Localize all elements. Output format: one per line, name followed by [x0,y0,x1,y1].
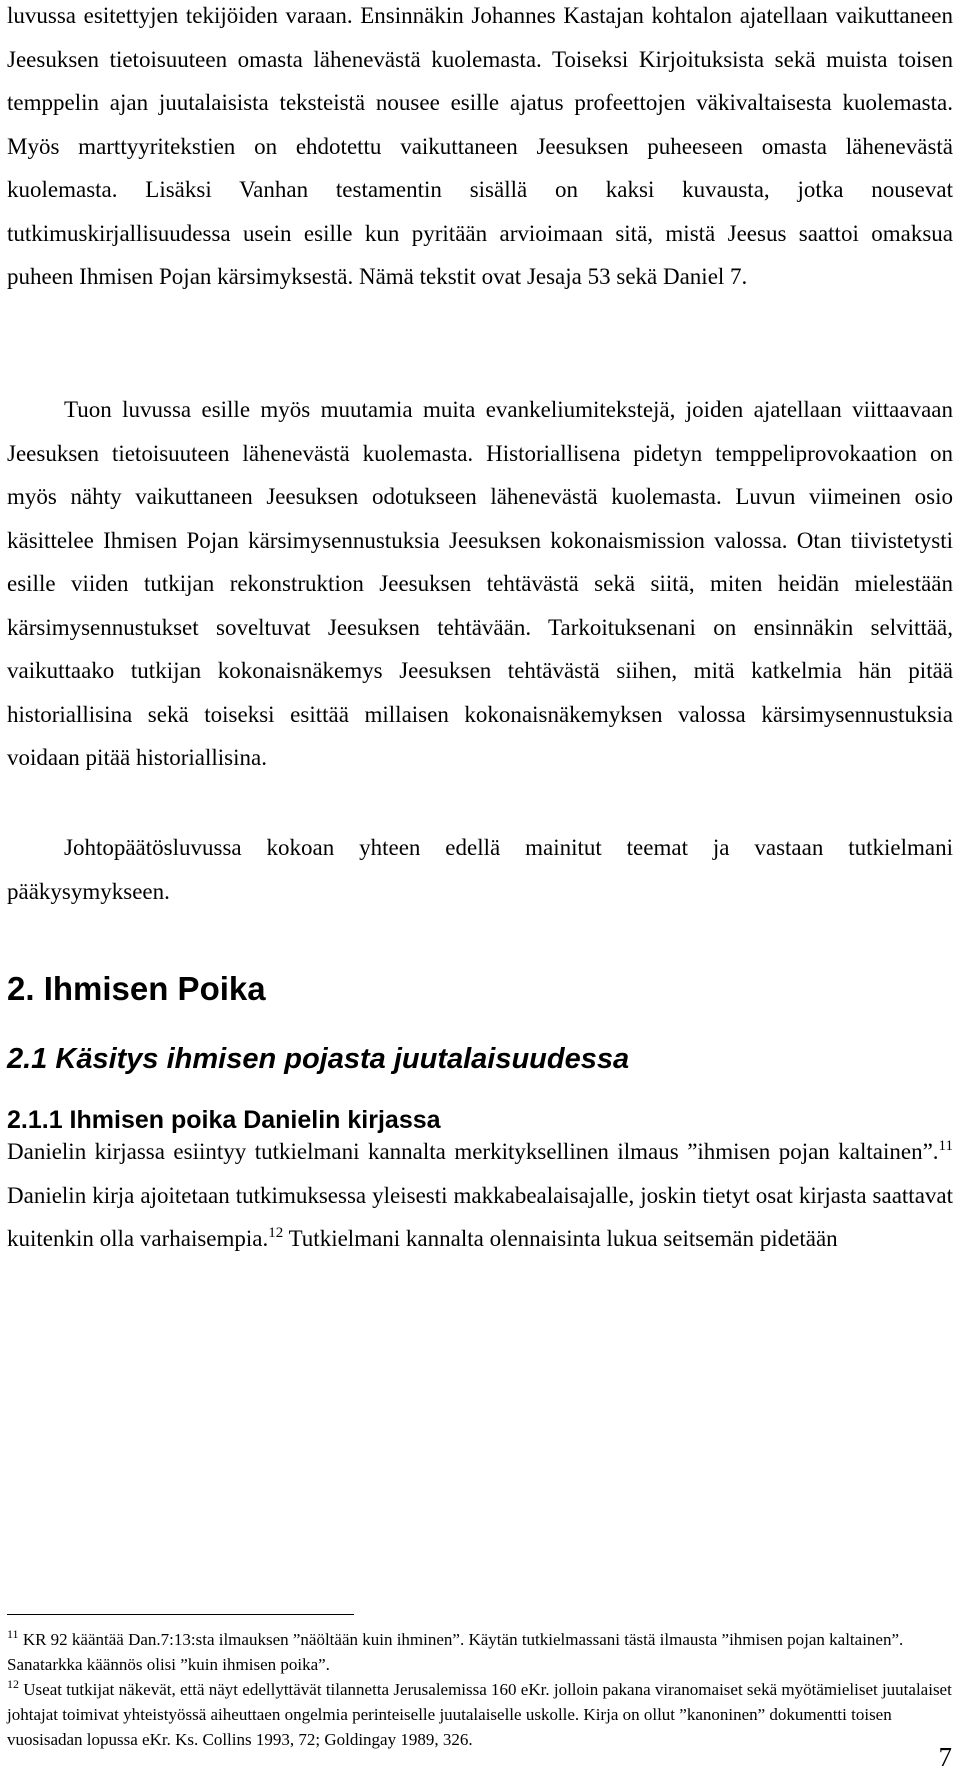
page-number: 7 [938,1742,952,1772]
body-paragraph-2: Tuon luvussa esille myös muutamia muita evankeliumitekstejä, joiden ajatellaan viittaavaan Jeesuksen tietoisuuteen lähenevästä kuolemasta. Historiallisena pidetyn temppeliprovokaation on myös nähty vaikuttaneen Jeesuksen odotukseen lähenevästä kuolemasta. Luvun viimeinen osio käsittelee Ihmisen Pojan kärsimysennustuksia Jeesuksen kokonaismission valossa. Otan tiivistetysti esille viiden tutkijan rekonstruktion Jeesuksen tehtävästä sekä siitä, miten heidän mielestään kärsimysennustukset soveltuvat Jeesuksen tehtävään. Tarkoituksenani on ensinnäkin selvittää, vaikuttaako tutkijan kokonaisnäkemys Jeesuksen tehtävästä siihen, mitä katkelmia hän pitää historiallisina sekä toiseksi esittää millaisen kokonaisnäkemyksen valossa kärsimysennustuksia voidaan pitää historiallisina. [7,397,953,770]
subsection-paragraph [7,1130,953,1261]
footnote-text: Useat tutkijat näkevät, että näyt edellyttävät tilannetta Jerusalemissa 160 eKr. jolloin pakana viranomaiset sekä myötämieliset juutalaiset johtajat toimivat yhteistyössä aiheuttaen ongelmia perinteiselle juutalaiselle uskolle. Kirja on ollut ”kanoninen” dokumentti toisen vuosisadan lopussa eKr. Ks. Collins 1993, 72; Goldingay 1989, 326. [7,1680,952,1749]
subsection-heading: 2.1.1 Ihmisen poika Danielin kirjassa [7,1106,441,1134]
footnote-ref-12[interactable]: 12 [268,1225,284,1241]
chapter-heading: 2. Ihmisen Poika [7,970,266,1007]
body-paragraph-1: luvussa esitettyjen tekijöiden varaan. Ensinnäkin Johannes Kastajan kohtalon ajatellaan vaikuttaneen Jeesuksen tietoisuuteen omasta lähenevästä kuolemasta. Toiseksi Kirjoituksista sekä muista toisen temppelin ajan juutalaisista teksteistä nousee esille ajatus profeettojen väkivaltaisesta kuolemasta. Myös marttyyritekstien on ehdotettu vaikuttaneen Jeesuksen puheeseen omasta lähenevästä kuolemasta. Lisäksi Vanhan testamentin sisällä on kaksi kuvausta, jotka nousevat tutkimuskirjallisuudessa usein esille kun pyritään arvioimaan sitä, mistä Jeesus saattoi omaksua puheen Ihmisen Pojan kärsimyksestä. Nämä tekstit ovat Jesaja 53 sekä Daniel 7. [7,3,953,289]
footnote-divider [7,1614,354,1615]
footnote-text: KR 92 kääntää Dan.7:13:sta ilmauksen ”näöltään kuin ihminen”. Käytän tutkielmassani tästä ilmausta ”ihmisen pojan kaltainen”. Sanatarkka käännös olisi ”kuin ihmisen poika”. [7,1630,904,1674]
section-heading: 2.1 Käsitys ihmisen pojasta juutalaisuudessa [7,1043,630,1075]
footnote-ref-11[interactable]: 11 [938,1138,953,1154]
footnote-11 [7,1627,953,1677]
subsection-text-1: Danielin kirjassa esiintyy tutkielmani kannalta merkityksellinen ilmaus ”ihmisen pojan kaltainen”. [7,1139,939,1164]
footnote-number: 12 [7,1677,19,1691]
body-paragraph-3: Johtopäätösluvussa kokoan yhteen edellä mainitut teemat ja vastaan tutkielmani pääkysymykseen. [7,835,953,904]
subsection-text-3: Tutkielmani kannalta olennaisinta lukua seitsemän pidetään [283,1226,838,1251]
subsection-text-2: Danielin kirja ajoitetaan tutkimuksessa yleisesti makkabealaisajalle, joskin tietyt osat kirjasta saattavat kuitenkin olla varhaisempia. [7,1182,953,1251]
footnote-12 [7,1677,953,1752]
footnote-number: 11 [7,1627,19,1641]
